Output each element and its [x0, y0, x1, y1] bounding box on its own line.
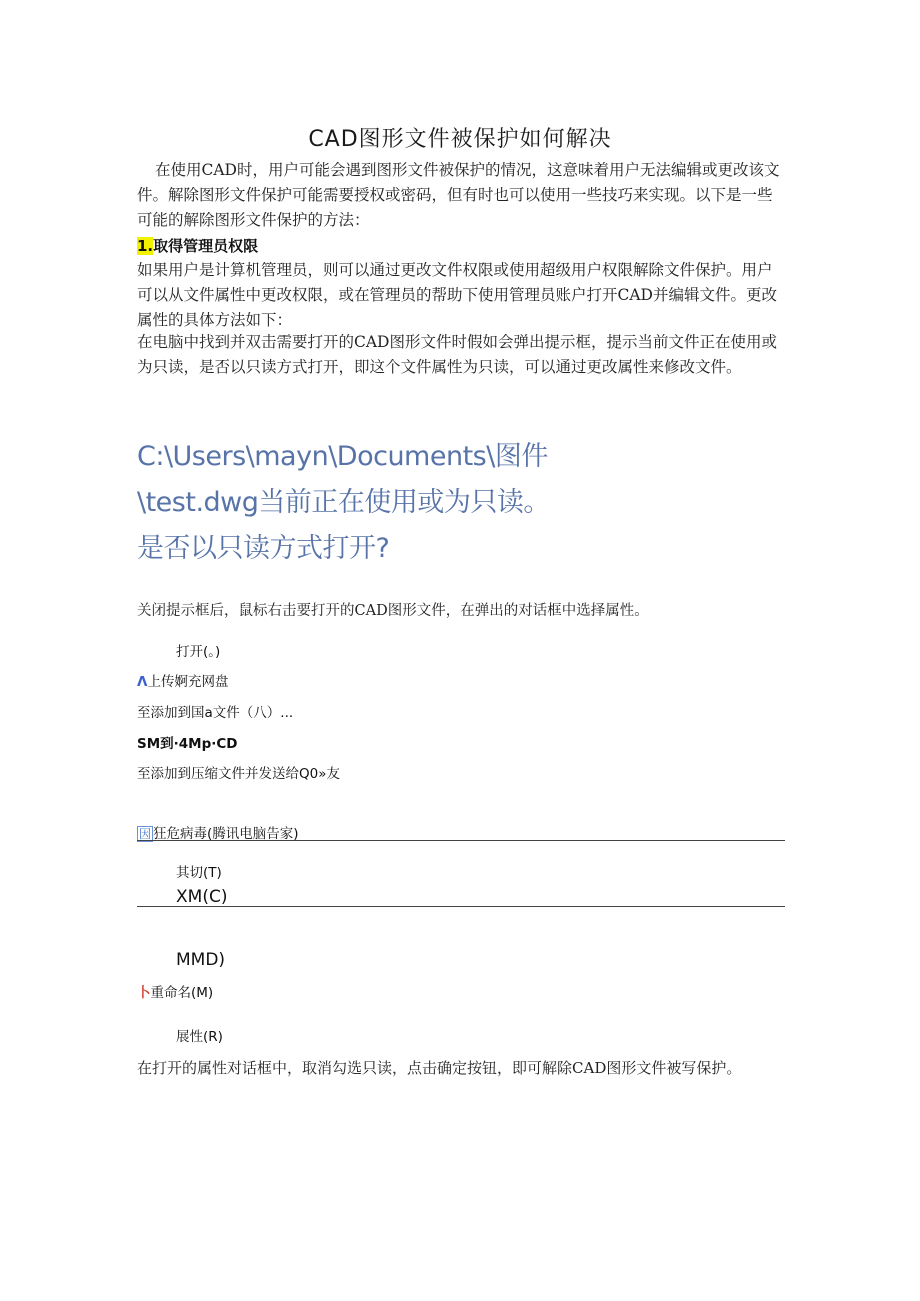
- page-title: CAD图形文件被保护如何解决: [308, 127, 612, 152]
- menu-item-rename[interactable]: [137, 981, 213, 1001]
- menu-item-virus-scan-label: 狂危病毒(腾讯电脑告家): [153, 826, 299, 842]
- menu-item-open[interactable]: 打开(。): [176, 644, 221, 660]
- shield-icon: 因: [139, 827, 152, 841]
- section-heading: [137, 234, 258, 258]
- dialog-message-line-3: 是否以只读方式打开?: [137, 533, 390, 564]
- menu-item-delete[interactable]: MMD): [176, 950, 226, 970]
- menu-separator: [137, 840, 785, 841]
- menu-separator: [137, 906, 785, 907]
- menu-item-sm[interactable]: SM到·4Mp·CD: [137, 736, 238, 752]
- menu-item-virus-scan[interactable]: [137, 822, 299, 842]
- menu-item-properties[interactable]: 展性(R): [176, 1029, 223, 1045]
- menu-item-add-send[interactable]: 至添加到压缩文件并发送给Q0»友: [137, 766, 340, 782]
- rename-icon: 卜: [137, 985, 151, 1001]
- section-number: 1.: [137, 237, 154, 255]
- menu-item-add-archive[interactable]: 至添加到国a文件（八）...: [137, 705, 294, 721]
- section-heading-text: 取得管理员权限: [153, 237, 259, 255]
- instruction-paragraph: 关闭提示框后，鼠标右击要打开的CAD图形文件，在弹出的对话框中选择属性。: [137, 603, 649, 619]
- menu-item-upload[interactable]: [137, 670, 228, 690]
- menu-item-upload-label: 上传婀充网盘: [147, 674, 229, 690]
- dialog-message-line-2: \test.dwg当前正在使用或为只读。: [137, 487, 550, 518]
- intro-paragraph: 在使用CAD时，用户可能会遇到图形文件被保护的情况，这意味着用户无法编辑或更改该文件。解除图形文件保护可能需要授权或密码，但有时也可以使用一些技巧来实现。以下是一些可能的解除图形文件保护的方法：: [137, 161, 780, 229]
- menu-item-cut[interactable]: 其切(T): [176, 865, 222, 881]
- conclusion-paragraph: 在打开的属性对话框中，取消勾选只读，点击确定按钮，即可解除CAD图形文件被写保护。: [137, 1059, 742, 1077]
- upload-icon: Λ: [137, 674, 148, 690]
- section-paragraph-1: 如果用户是计算机管理员，则可以通过更改文件权限或使用超级用户权限解除文件保护。用户可以从文件属性中更改权限，或在管理员的帮助下使用管理员账户打开CAD并编辑文件。更改属性的具体方法如下：: [137, 261, 777, 329]
- section-paragraph-2: 在电脑中找到并双击需要打开的CAD图形文件时假如会弹出提示框，提示当前文件正在使用或为只读，是否以只读方式打开，即这个文件属性为只读，可以通过更改属性来修改文件。: [137, 333, 777, 376]
- menu-item-copy[interactable]: XM(C): [176, 887, 228, 907]
- menu-item-rename-label: 重命名(M): [150, 985, 214, 1001]
- dialog-message-line-1: C:\Users\mayn\Documents\图件: [137, 441, 548, 472]
